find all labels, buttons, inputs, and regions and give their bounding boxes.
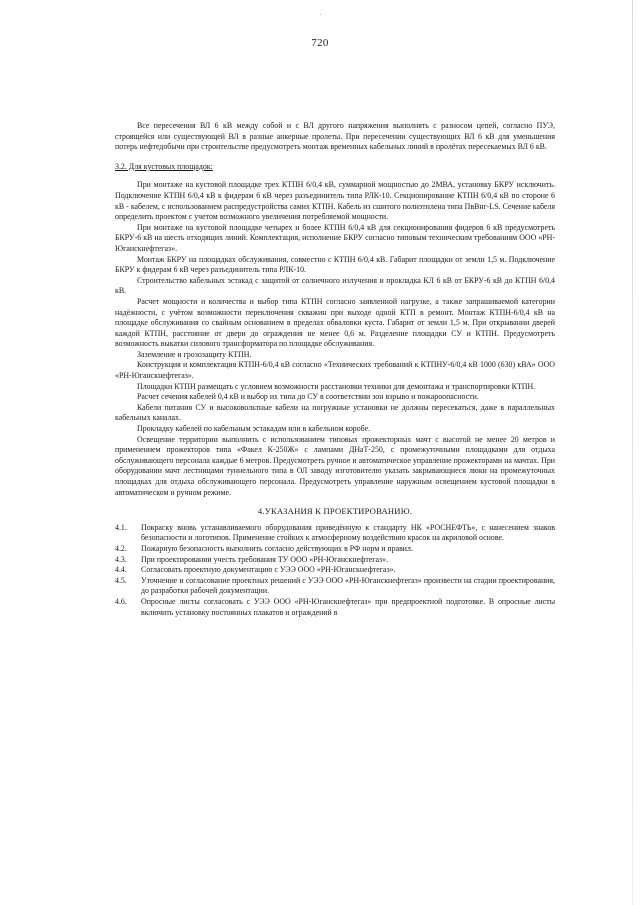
paragraph: Строительство кабельных эстакад с защитой от солнечного излучения и прокладка КЛ 6 кВ от БКРУ-6 кВ до КТПН 6/0,4 кВ. bbox=[115, 275, 555, 296]
paragraph: При монтаже на кустовой площадке трех КТПН 6/0,4 кВ, суммарной мощностью до 2МВА, установку БКРУ исключить. Подключение КТПН 6/0,4 кВ к фидерам 6 кВ через разъединитель типа РЛК-10. Секционирование КТПН 6/0,4 кВ по стороне 6 кВ - кабелем, с использованием распредустройства самих КТПН. Кабель из сшитого полиэтилена типа ПвВнг-LS. Сечение кабеля определить проектом с учетом возможного увеличения потребляемой мощности. bbox=[115, 180, 555, 222]
list-item-text: Согласовать проектную документацию с УЭЭ ООО «РН-Юганскнефтегаз». bbox=[141, 565, 396, 575]
paragraph: Заземление и грозозащиту КТПН. bbox=[137, 349, 252, 359]
list-item-number: 4.4. bbox=[115, 565, 127, 575]
paragraph: Конструкция и комплектация КТПН-6/0,4 кВ согласно «Технических требований к КТПНУ-6/0,4 кВ 1000 (630) кВА» ООО «РН-Юганскнефтегаз». bbox=[115, 360, 555, 381]
paragraph: Расчет сечения кабелей 0,4 кВ и выбор их типа до СУ в соответствии зон взрыво и пожароопасности. bbox=[137, 392, 479, 402]
page-number: 720 bbox=[311, 37, 329, 49]
section-3-2-heading: 3.2. Для кустовых площадок: bbox=[115, 161, 213, 171]
list-item bbox=[115, 544, 555, 555]
list-item-text: Пожарную безопасность выполнить согласно действующих в РФ норм и правил. bbox=[141, 543, 413, 553]
list-item-text: Уточнение и согласование проектных решений с УЭЭ ООО «РН-Юганскнефтегаз» произвести на стадии проектирования, до разработки рабочей документации. bbox=[141, 575, 555, 596]
scan-speck bbox=[320, 14, 321, 15]
paragraph: Площадки КТПН размещать с условием возможности расстановки техники для демонтажа и транспортировки КТПН. bbox=[137, 381, 536, 391]
list-item-number: 4.5. bbox=[115, 575, 127, 585]
list-item-number: 4.6. bbox=[115, 596, 127, 606]
list-item-number: 4.2. bbox=[115, 543, 127, 553]
list-item-number: 4.1. bbox=[115, 522, 127, 532]
list-item bbox=[115, 565, 555, 576]
paragraph: Прокладку кабелей по кабельным эстакадам или в кабельном коробе. bbox=[137, 424, 371, 434]
list-item bbox=[115, 555, 555, 566]
section-4-heading: 4.УКАЗАНИЯ К ПРОЕКТИРОВАНИЮ. bbox=[257, 506, 413, 517]
list-item-text: Покраску вновь устанавливаемого оборудования приведённую к стандарту НК «РОСНЕФТЬ», с нанесением знаков безопасности и логотипов. Применение стойких к атмосферному воздействию красок на акриловой основе. bbox=[141, 522, 555, 543]
paragraph: Освещение территории выполнить с использованием типовых прожекторных мачт с высотой не менее 20 метров и применением прожекторов типа «Факел К-250Ж» с лампами ДНаТ-250, с промежуточными площадками для отдыха обслуживающего персонала каждые 6 метров. Предусмотреть ручное и автоматическое управление прожекторами на мачтах. При оборудовании мачт лестницами туннельного типа в ОЛ заводу изготовителю указать закрывающиеся люки на промежуточных площадках для отдыха обслуживающего персонала. Предусмотреть управление наружным освещением кустовой площадки в автоматическом и ручном режиме. bbox=[115, 434, 555, 497]
list-item bbox=[115, 523, 555, 544]
list-item-text: Опросные листы согласовать с УЭЭ ООО «РН-Юганскнефтегаз» при предпроектной подготовке. В опросные листы включить установку постоянных плакатов и ограждений в bbox=[141, 596, 555, 617]
paragraph: При монтаже на кустовой площадке четырех и более КТПН 6/0,4 кВ для секционирования фидеров 6 кВ предусмотреть БКРУ-6 кВ на шесть отходящих линий. Комплектация, исполнение БКРУ согласно типовым техническим требованиям ООО «РН-Юганскнефтегаз». bbox=[115, 222, 555, 253]
list-item bbox=[115, 597, 555, 618]
list-item-number: 4.3. bbox=[115, 554, 127, 564]
paragraph: Монтаж БКРУ на площадках обслуживания, совместно с КТПН 6/0,4 кВ. Габарит площадки от земли 1,5 м. Подключение БКРУ к фидерам 6 кВ через разъединитель типа РЛК-10. bbox=[115, 254, 555, 275]
list-item-text: При проектировании учесть требования ТУ ООО «РН-Юганскнефтегаз». bbox=[141, 554, 389, 564]
scan-edge-line bbox=[632, 0, 633, 905]
intro-paragraph: Все пересечения ВЛ 6 кВ между собой и с ВЛ другого напряжения выполнять с разносом цепей, согласно ПУЭ, строящейся или существующей ВЛ в разные анкерные пролеты. При пересечении существующих ВЛ 6 кВ для уменьшения потерь нефтедобычи при строительстве предусмотреть монтаж временных кабельных линий в пролётах пересекаемых ВЛ 6 кВ. bbox=[115, 121, 555, 152]
list-item bbox=[115, 576, 555, 597]
document-body bbox=[115, 121, 555, 618]
paragraph: Расчет мощности и количества и выбор типа КТПН согласно заявленной нагрузке, а также запрашиваемой категории надёжности, с учётом возможности переключения скважин при выходе одной КТП в ремонт. Монтаж КТПН-6/0,4 кВ на площадке обслуживания со свайным основанием в пределах обваловки куста. Габарит от земли 1,5 м. При открывании дверей каждой КТПН, расстояние от двери до ограждения не менее 0,6 м. Разделение площадки СУ и КТПН. Предусмотреть возможность выкатки силового трансформатора по площадке обслуживания. bbox=[115, 296, 555, 349]
paragraph: Кабели питания СУ и высоковольтные кабели на погружные установки не должны пересекаться, даже в параллельных кабельных каналах. bbox=[115, 402, 555, 423]
